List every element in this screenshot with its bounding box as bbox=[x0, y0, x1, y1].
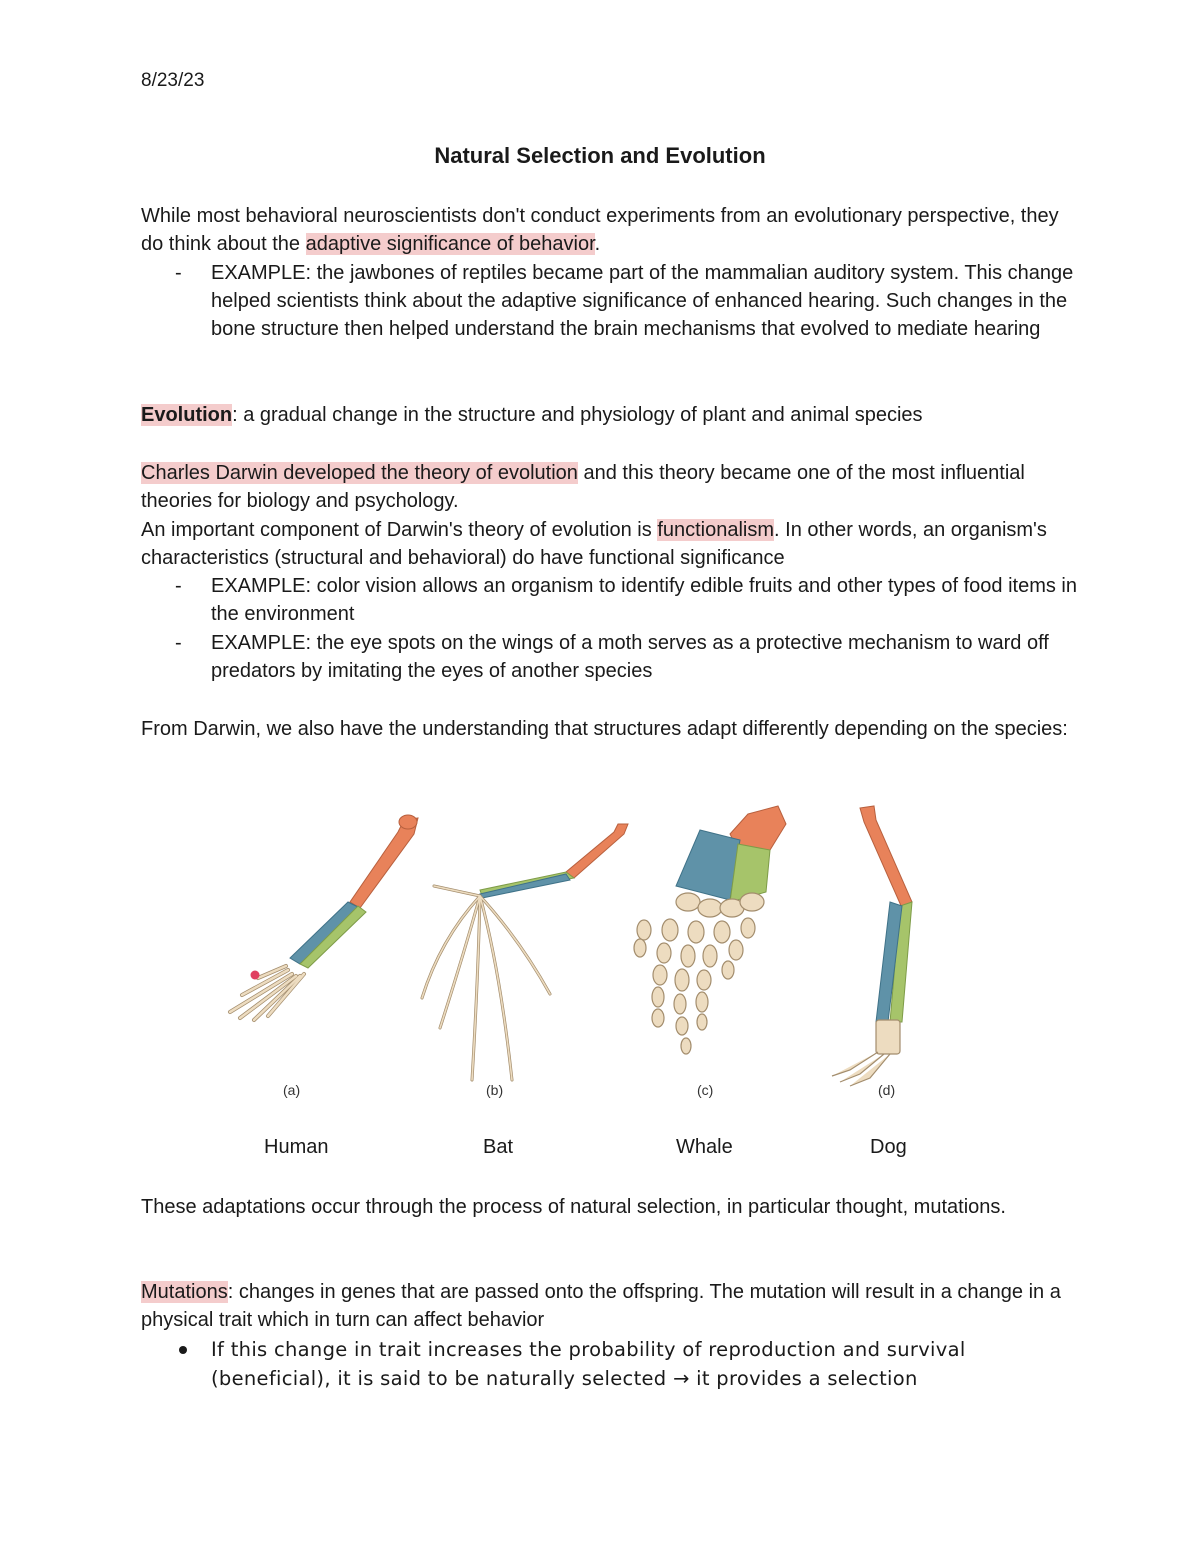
figure-letter-b: (b) bbox=[486, 1082, 504, 1098]
species-label-whale: Whale bbox=[676, 1136, 733, 1158]
mutations-section bbox=[141, 1278, 1081, 1394]
mutations-definition bbox=[141, 1278, 1081, 1335]
dog-leg-bones bbox=[832, 806, 912, 1086]
highlight-adaptive-significance: adaptive significance of behavior bbox=[305, 233, 595, 256]
species-label-human: Human bbox=[264, 1136, 329, 1158]
figure-letter-d: (d) bbox=[878, 1082, 896, 1098]
whale-flipper-bones bbox=[634, 806, 786, 1054]
intro-section bbox=[141, 202, 1081, 343]
functionalism-text-a: An important component of Darwin's theory of evolution is bbox=[141, 518, 658, 541]
evolution-definition bbox=[141, 401, 1081, 429]
evolution-section bbox=[141, 401, 1081, 429]
species-label-dog: Dog bbox=[870, 1136, 907, 1158]
intro-example: - EXAMPLE: the jawbones of reptiles became part of the mammalian auditory system. This change helped scientists think about the adaptive significance of enhanced hearing. Such changes in the bone structure then helped understand the brain mechanisms that evolved to mediate hearing bbox=[141, 259, 1081, 344]
mutations-bullet-list bbox=[141, 1335, 1081, 1394]
adaptations-paragraph: These adaptations occur through the process of natural selection, in particular thought, mutations. bbox=[141, 1196, 1006, 1218]
page-title: Natural Selection and Evolution bbox=[434, 143, 766, 168]
species-label-bat: Bat bbox=[483, 1136, 514, 1158]
species-section bbox=[141, 715, 1081, 743]
intro-text: While most behavioral neuroscientists don't conduct experiments from an evolutionary perspective, they do think about the bbox=[141, 205, 1059, 256]
species-intro: From Darwin, we also have the understanding that structures adapt differently depending on the species: bbox=[141, 718, 1068, 740]
human-arm-bones bbox=[230, 815, 418, 1020]
evolution-text: : a gradual change in the structure and physiology of plant and animal species bbox=[232, 404, 923, 426]
figure-letter-a: (a) bbox=[283, 1082, 301, 1098]
functionalism-text-b: . In other words, an organism's characteristics (structural and behavioral) do have functional significance bbox=[141, 518, 1047, 569]
mutations-text: : changes in genes that are passed onto the offspring. The mutation will result in a change in a physical trait which in turn can affect behavior bbox=[141, 1281, 1061, 1332]
darwin-paragraph bbox=[141, 459, 1081, 516]
darwin-example-list bbox=[141, 572, 1081, 685]
example-moth-eyespots: - EXAMPLE: the eye spots on the wings of a moth serves as a protective mechanism to ward off predators by imitating the eyes of another species bbox=[141, 629, 1081, 686]
limb-bones-illustration bbox=[200, 790, 960, 1110]
darwin-text: and this theory became one of the most influential theories for biology and psychology. bbox=[141, 462, 1025, 513]
adaptations-section bbox=[141, 1193, 1081, 1221]
example-color-vision: - EXAMPLE: color vision allows an organism to identify edible fruits and other types of food items in the environment bbox=[141, 572, 1081, 629]
intro-example-list bbox=[141, 259, 1081, 344]
evolution-term: Evolution bbox=[141, 404, 233, 426]
intro-paragraph bbox=[141, 202, 1081, 259]
mutations-bullet: If this change in trait increases the probability of reproduction and survival (beneficial), it is said to be naturally selected → it provides a selection bbox=[141, 1335, 1081, 1394]
functionalism-paragraph bbox=[141, 516, 1081, 573]
highlight-mutations: Mutations bbox=[141, 1281, 228, 1303]
highlight-functionalism: functionalism bbox=[657, 518, 775, 541]
homologous-limbs-figure bbox=[200, 790, 960, 1110]
darwin-section bbox=[141, 459, 1081, 685]
intro-period: . bbox=[594, 233, 601, 256]
figure-letter-c: (c) bbox=[697, 1082, 714, 1098]
date: 8/23/23 bbox=[141, 70, 205, 91]
bat-wing-bones bbox=[422, 824, 628, 1080]
highlight-darwin: Charles Darwin developed the theory of evolution bbox=[141, 462, 578, 484]
